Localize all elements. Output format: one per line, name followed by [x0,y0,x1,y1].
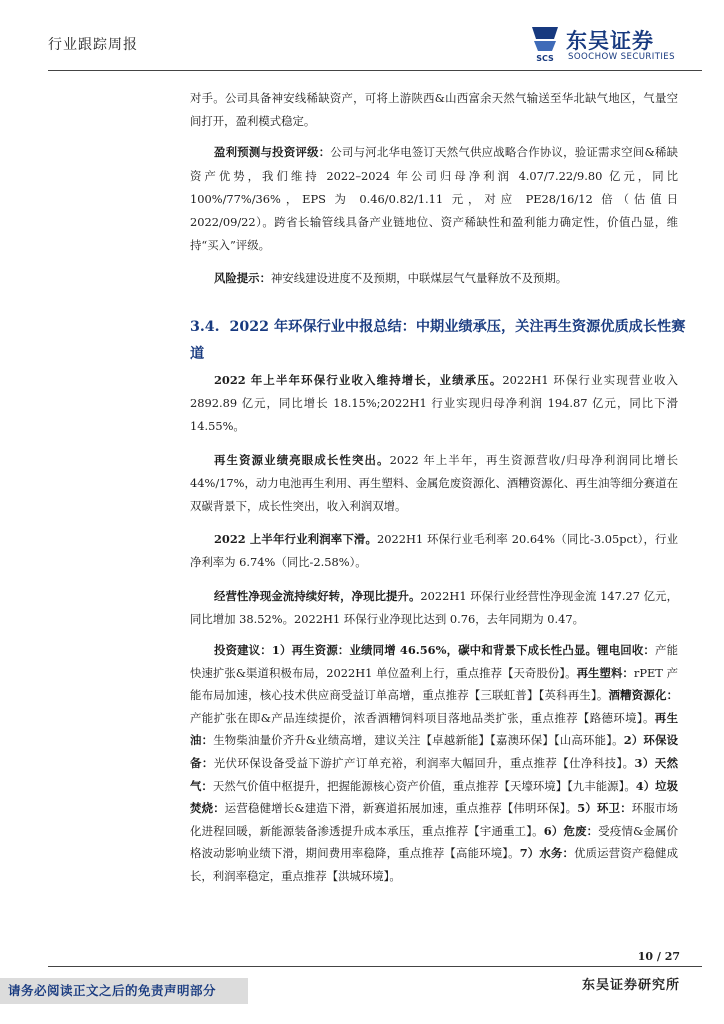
invest-water-text: 优质运营资产稳健成长，利润率稳定，重点推荐【洪城环境】。 [190,846,678,883]
revenue-point-label: 2022 年上半年环保行业收入维持增长，业绩承压。 [214,373,503,387]
report-type-label: 行业跟踪周报 [48,37,138,53]
invest-oil-text: 生物柴油量价齐升&业绩高增，建议关注【卓越新能】【嘉澳环保】【山高环能】。 [213,733,624,748]
section-heading [190,314,690,368]
invest-sanitation-label: 5）环卫： [577,801,632,816]
disclaimer-banner: 请务必阅读正文之后的免责声明部分 [0,978,248,1004]
invest-plastic-text: rPET 产能布局加速，核心技术供应商受益订单高增，重点推荐【三联虹普】【英科再生】。 [190,665,678,703]
earnings-forecast-paragraph [190,141,678,257]
recycling-point [190,449,678,519]
company-summary-paragraph: 对手。公司具备神安线稀缺资产，可将上游陕西&山西富余天然气输送至华北缺气地区，气量空间打开，盈利模式稳定。 [190,91,678,129]
risk-warning-paragraph [190,267,678,290]
cashflow-point-text: 2022H1 环保行业经营性净现金流 147.27 亿元，同比增加 38.52%。2022H1 环保行业净现比达到 0.76，去年同期为 0.47。 [190,588,678,626]
footer-rule [48,966,702,967]
earnings-forecast-label: 盈利预测与投资评级： [214,145,331,160]
soochow-logo-icon [528,25,562,63]
brand-logo [528,25,703,65]
invest-equipment-text: 光伏环保设备受益下游扩产订单充裕，利润率大幅回升，重点推荐【仕净科技】。 [213,756,635,770]
section-title: 2022 年环保行业中报总结：中期业绩承压，关注再生资源优质成长性赛道 [190,319,686,362]
invest-recycling-text: 产能快速扩张&渠道积极布局，2022H1 单位盈利上行，重点推荐【天奇股份】。 [190,643,678,680]
invest-plastic-label: 再生塑料： [576,665,634,680]
invest-lees-label: 酒糟资源化： [608,688,678,703]
brand-name-en: SOOCHOW SECURITIES [568,52,675,62]
section-body [190,369,678,898]
cashflow-point [190,585,678,631]
margin-point-label: 2022 上半年行业利润率下滑。 [214,532,378,547]
page-number: 10 / 27 [637,950,680,963]
recycling-point-text: 2022 年上半年，再生资源营收/归母净利润同比增长 44%/17%，动力电池再生利用、再生塑料、金属危废资源化、酒糟资源化、再生油等细分赛道在双碳背景下，成长性突出，收入利润双增。 [190,452,678,514]
revenue-point [190,369,678,439]
risk-warning-label: 风险提示： [214,271,271,286]
invest-gas-text: 天然气价值中枢提升，把握能源核心资产价值，重点推荐【天壕环境】【九丰能源】。 [212,778,636,793]
investment-advice-paragraph [190,639,678,888]
margin-point [190,528,678,574]
footer-organization: 东吴证券研究所 [581,978,680,993]
invest-hazwaste-text: 受疫情&金属价格波动影响业绩下滑，期间费用率稳降，重点推荐【高能环境】。 [190,823,678,861]
risk-warning-text: 神安线建设进度不及预期，中联煤层气气量释放不及预期。 [270,271,568,286]
top-content [190,87,678,301]
invest-oil-label: 再生油： [190,710,678,748]
invest-equipment-label: 2）环保设备： [190,733,678,770]
invest-gas-label: 3）天然气： [190,756,678,793]
header-rule [48,70,702,71]
invest-sanitation-text: 环服市场化进程回暖，新能源装备渗透提升成本承压，重点推荐【宇通重工】。 [190,801,678,838]
invest-waste-label: 4）垃圾焚烧： [190,778,678,816]
invest-recycling-heading: 投资建议：1）再生资源：业绩同增 46.56%，碳中和背景下成长性凸显。锂电回收： [214,643,656,658]
invest-waste-text: 运营稳健增长&建造下滑，新赛道拓展加速，重点推荐【伟明环保】。 [224,801,578,816]
section-number: 3.4. [190,319,220,335]
invest-water-label: 7）水务： [519,846,575,861]
invest-hazwaste-label: 6）危废： [543,823,599,838]
brand-name-cn: 东吴证券 [566,29,654,53]
recycling-point-label: 再生资源业绩亮眼成长性突出。 [214,452,390,467]
revenue-point-text: 2022H1 环保行业实现营业收入 2892.89 亿元，同比增长 18.15%;2022H1 行业实现归母净利润 194.87 亿元，同比下滑 14.55%。 [190,373,678,434]
invest-lees-text: 产能扩张在即&产品连续提价，浓香酒糟饲料项目落地品类扩张，重点推荐【路德环境】。 [190,710,655,725]
cashflow-point-label: 经营性净现金流持续好转，净现比提升。 [214,588,421,603]
svg-text:SCS: SCS [536,54,554,63]
margin-point-text: 2022H1 环保行业毛利率 20.64%（同比-3.05pct），行业净利率为 6.74%（同比-2.58%）。 [190,532,678,570]
earnings-forecast-text: 公司与河北华电签订天然气供应战略合作协议，验证需求空间&稀缺资产优势，我们维持 2022–2024 年公司归母净利润 4.07/7.22/9.80 亿元，同比 100%/77%/36%，EPS 为 0.46/0.82/1.11 元，对应 PE28/16/12 倍（估值日 2022/09/22）。跨省长输管线具备产业链地位、资产稀缺性和盈利能力确定性，价值凸显，维持“买入”评级。 [190,145,678,253]
